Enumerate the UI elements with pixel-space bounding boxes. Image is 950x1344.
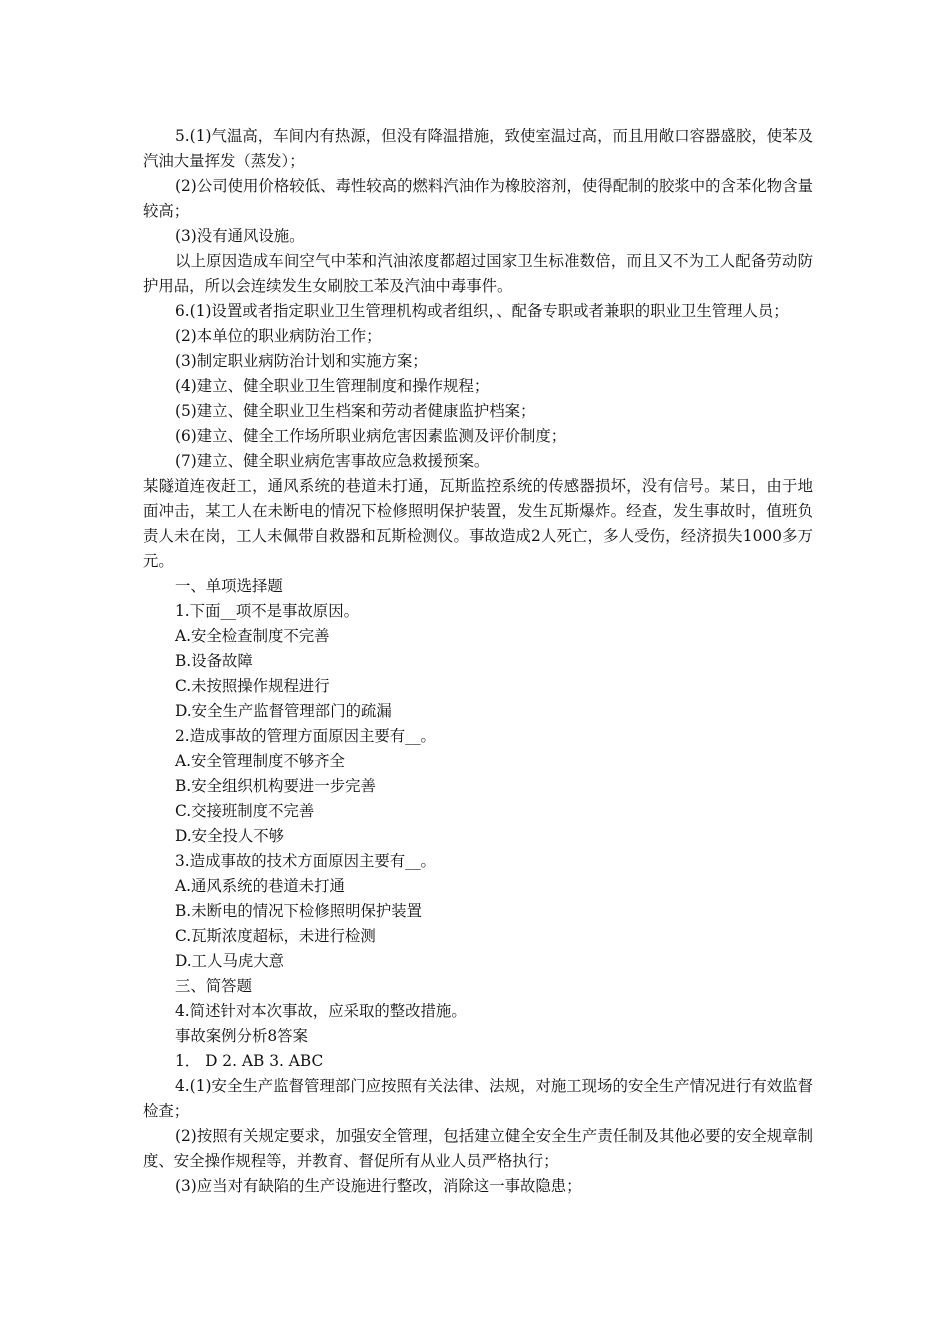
paragraph: (6)建立、健全工作场所职业病危害因素监测及评价制度；: [175, 427, 567, 445]
paragraph: 3.造成事故的技术方面原因主要有__。: [175, 852, 436, 870]
paragraph: (3)没有通风设施。: [175, 227, 305, 245]
paragraph: 以上原因造成车间空气中苯和汽油浓度都超过国家卫生标准数倍，而且又不为工人配备劳动防护用品，所以会连续发生女刷胶工苯及汽油中毒事件。: [143, 252, 813, 295]
document-body: [143, 124, 813, 1199]
paragraph: A.安全检查制度不完善: [175, 627, 330, 645]
paragraph: C.交接班制度不完善: [175, 802, 315, 820]
paragraph: 某隧道连夜赶工，通风系统的巷道未打通，瓦斯监控系统的传感器损坏，没有信号。某日，由于地面冲击，某工人在未断电的情况下检修照明保护装置，发生瓦斯爆炸。经查，发生事故时，值班负责人未在岗，工人未佩带自救器和瓦斯检测仪。事故造成2人死亡，多人受伤，经济损失1000多万元。: [143, 477, 813, 570]
paragraph: B.安全组织机构要进一步完善: [175, 777, 376, 795]
paragraph: D.安全生产监督管理部门的疏漏: [175, 702, 392, 720]
paragraph: 5.(1)气温高，车间内有热源，但没有降温措施，致使室温过高，而且用敞口容器盛胶，使苯及汽油大量挥发（蒸发）；: [143, 127, 813, 170]
paragraph: (2)本单位的职业病防治工作；: [175, 327, 382, 345]
paragraph: B.未断电的情况下检修照明保护装置: [175, 902, 423, 920]
paragraph: C.未按照操作规程进行: [175, 677, 330, 695]
paragraph: 1.下面__项不是事故原因。: [175, 602, 359, 620]
paragraph: C.瓦斯浓度超标，未进行检测: [175, 927, 376, 945]
paragraph: (2)按照有关规定要求，加强安全管理，包括建立健全安全生产责任制及其他必要的安全规章制度、安全操作规程等，并教育、督促所有从业人员严格执行；: [143, 1127, 813, 1170]
paragraph: (3)应当对有缺陷的生产设施进行整改，消除这一事故隐患；: [175, 1177, 582, 1195]
paragraph: (4)建立、健全职业卫生管理制度和操作规程；: [175, 377, 490, 395]
paragraph: 2.造成事故的管理方面原因主要有__。: [175, 727, 436, 745]
paragraph: A.安全管理制度不够齐全: [175, 752, 345, 770]
paragraph: A.通风系统的巷道未打通: [175, 877, 345, 895]
paragraph: 三、简答题: [175, 977, 252, 995]
paragraph: 1． D 2. AB 3. ABC: [175, 1052, 324, 1070]
paragraph: D.工人马虎大意: [175, 952, 285, 970]
paragraph: 一、单项选择题: [175, 577, 283, 595]
paragraph: (7)建立、健全职业病危害事故应急救援预案。: [175, 452, 490, 470]
paragraph: 6.(1)设置或者指定职业卫生管理机构或者组织，、配备专职或者兼职的职业卫生管理人员；: [175, 302, 789, 320]
paragraph: (5)建立、健全职业卫生档案和劳动者健康监护档案；: [175, 402, 536, 420]
paragraph: (3)制定职业病防治计划和实施方案；: [175, 352, 428, 370]
paragraph: D.安全投人不够: [175, 827, 285, 845]
paragraph: 4.简述针对本次事故，应采取的整改措施。: [175, 1002, 467, 1020]
paragraph: 4.(1)安全生产监督管理部门应按照有关法律、法规，对施工现场的安全生产情况进行有效监督检查；: [143, 1077, 813, 1120]
paragraph: B.设备故障: [175, 652, 253, 670]
paragraph: (2)公司使用价格较低、毒性较高的燃料汽油作为橡胶溶剂，使得配制的胶浆中的含苯化物含量较高；: [143, 177, 813, 220]
paragraph: 事故案例分析8答案: [175, 1027, 308, 1045]
